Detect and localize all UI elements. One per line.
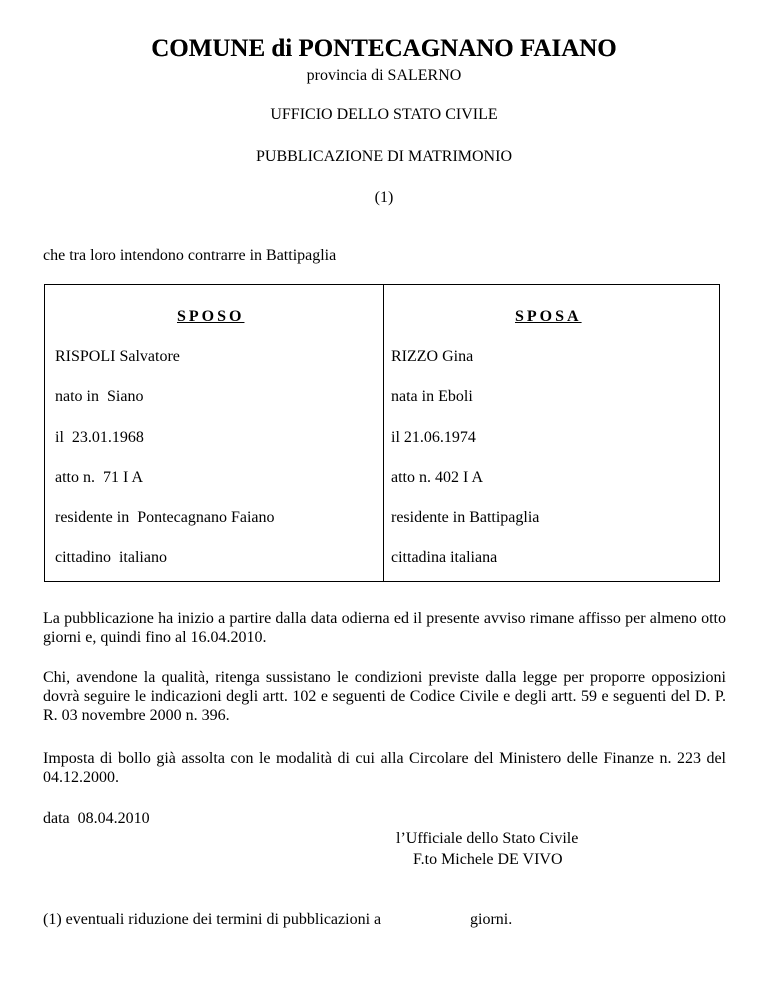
table-column-divider — [383, 285, 384, 581]
couple-details-table — [44, 284, 720, 582]
bride-residence: residente in Battipaglia — [391, 509, 540, 526]
officer-signature: F.to Michele DE VIVO — [413, 851, 563, 868]
groom-citizenship: cittadino italiano — [55, 549, 167, 566]
stamp-duty-paragraph: Imposta di bollo già assolta con le modalità di cui alla Circolare del Ministero delle Finanze n. 223 del 04.12.2000. — [43, 750, 726, 786]
footnote-text: (1) eventuali riduzione dei termini di pubblicazioni a — [43, 911, 382, 928]
municipality-title: COMUNE di PONTECAGNANO FAIANO — [151, 35, 617, 62]
bride-heading: SPOSA — [515, 308, 582, 325]
groom-birthplace: nato in Siano — [55, 388, 144, 405]
document-date: data 08.04.2010 — [43, 810, 150, 827]
posting-paragraph: La pubblicazione ha inizio a partire dalla data odierna ed il presente avviso rimane affisso per almeno otto giorni e, quindi fino al 16.04.2010. — [43, 610, 726, 646]
bride-act-number: atto n. 402 I A — [391, 469, 483, 486]
bride-birthdate: il 21.06.1974 — [391, 429, 476, 446]
officer-title: l’Ufficiale dello Stato Civile — [396, 830, 579, 847]
groom-act-number: atto n. 71 I A — [55, 469, 143, 486]
province-label: provincia di SALERNO — [306, 67, 462, 84]
footnote-reference: (1) — [374, 189, 394, 206]
groom-heading: SPOSO — [177, 308, 245, 325]
intro-text: che tra loro intendono contrarre in Battipaglia — [43, 247, 337, 264]
groom-residence: residente in Pontecagnano Faiano — [55, 509, 275, 526]
document-type-heading: PUBBLICAZIONE DI MATRIMONIO — [256, 148, 512, 165]
bride-citizenship: cittadina italiana — [391, 549, 498, 566]
bride-birthplace: nata in Eboli — [391, 388, 473, 405]
footnote-end-text: giorni. — [470, 911, 513, 928]
objections-paragraph: Chi, avendone la qualità, ritenga sussistano le condizioni previste dalla legge per proporre opposizioni dovrà seguire le indicazioni degli artt. 102 e seguenti de Codice Civile e degli artt. 59 e seguenti del D. P. R. 03 novembre 2000 n. 396. — [43, 669, 726, 724]
groom-name: RISPOLI Salvatore — [55, 348, 180, 365]
office-label: UFFICIO DELLO STATO CIVILE — [270, 106, 498, 123]
bride-name: RIZZO Gina — [391, 348, 474, 365]
groom-birthdate: il 23.01.1968 — [55, 429, 144, 446]
